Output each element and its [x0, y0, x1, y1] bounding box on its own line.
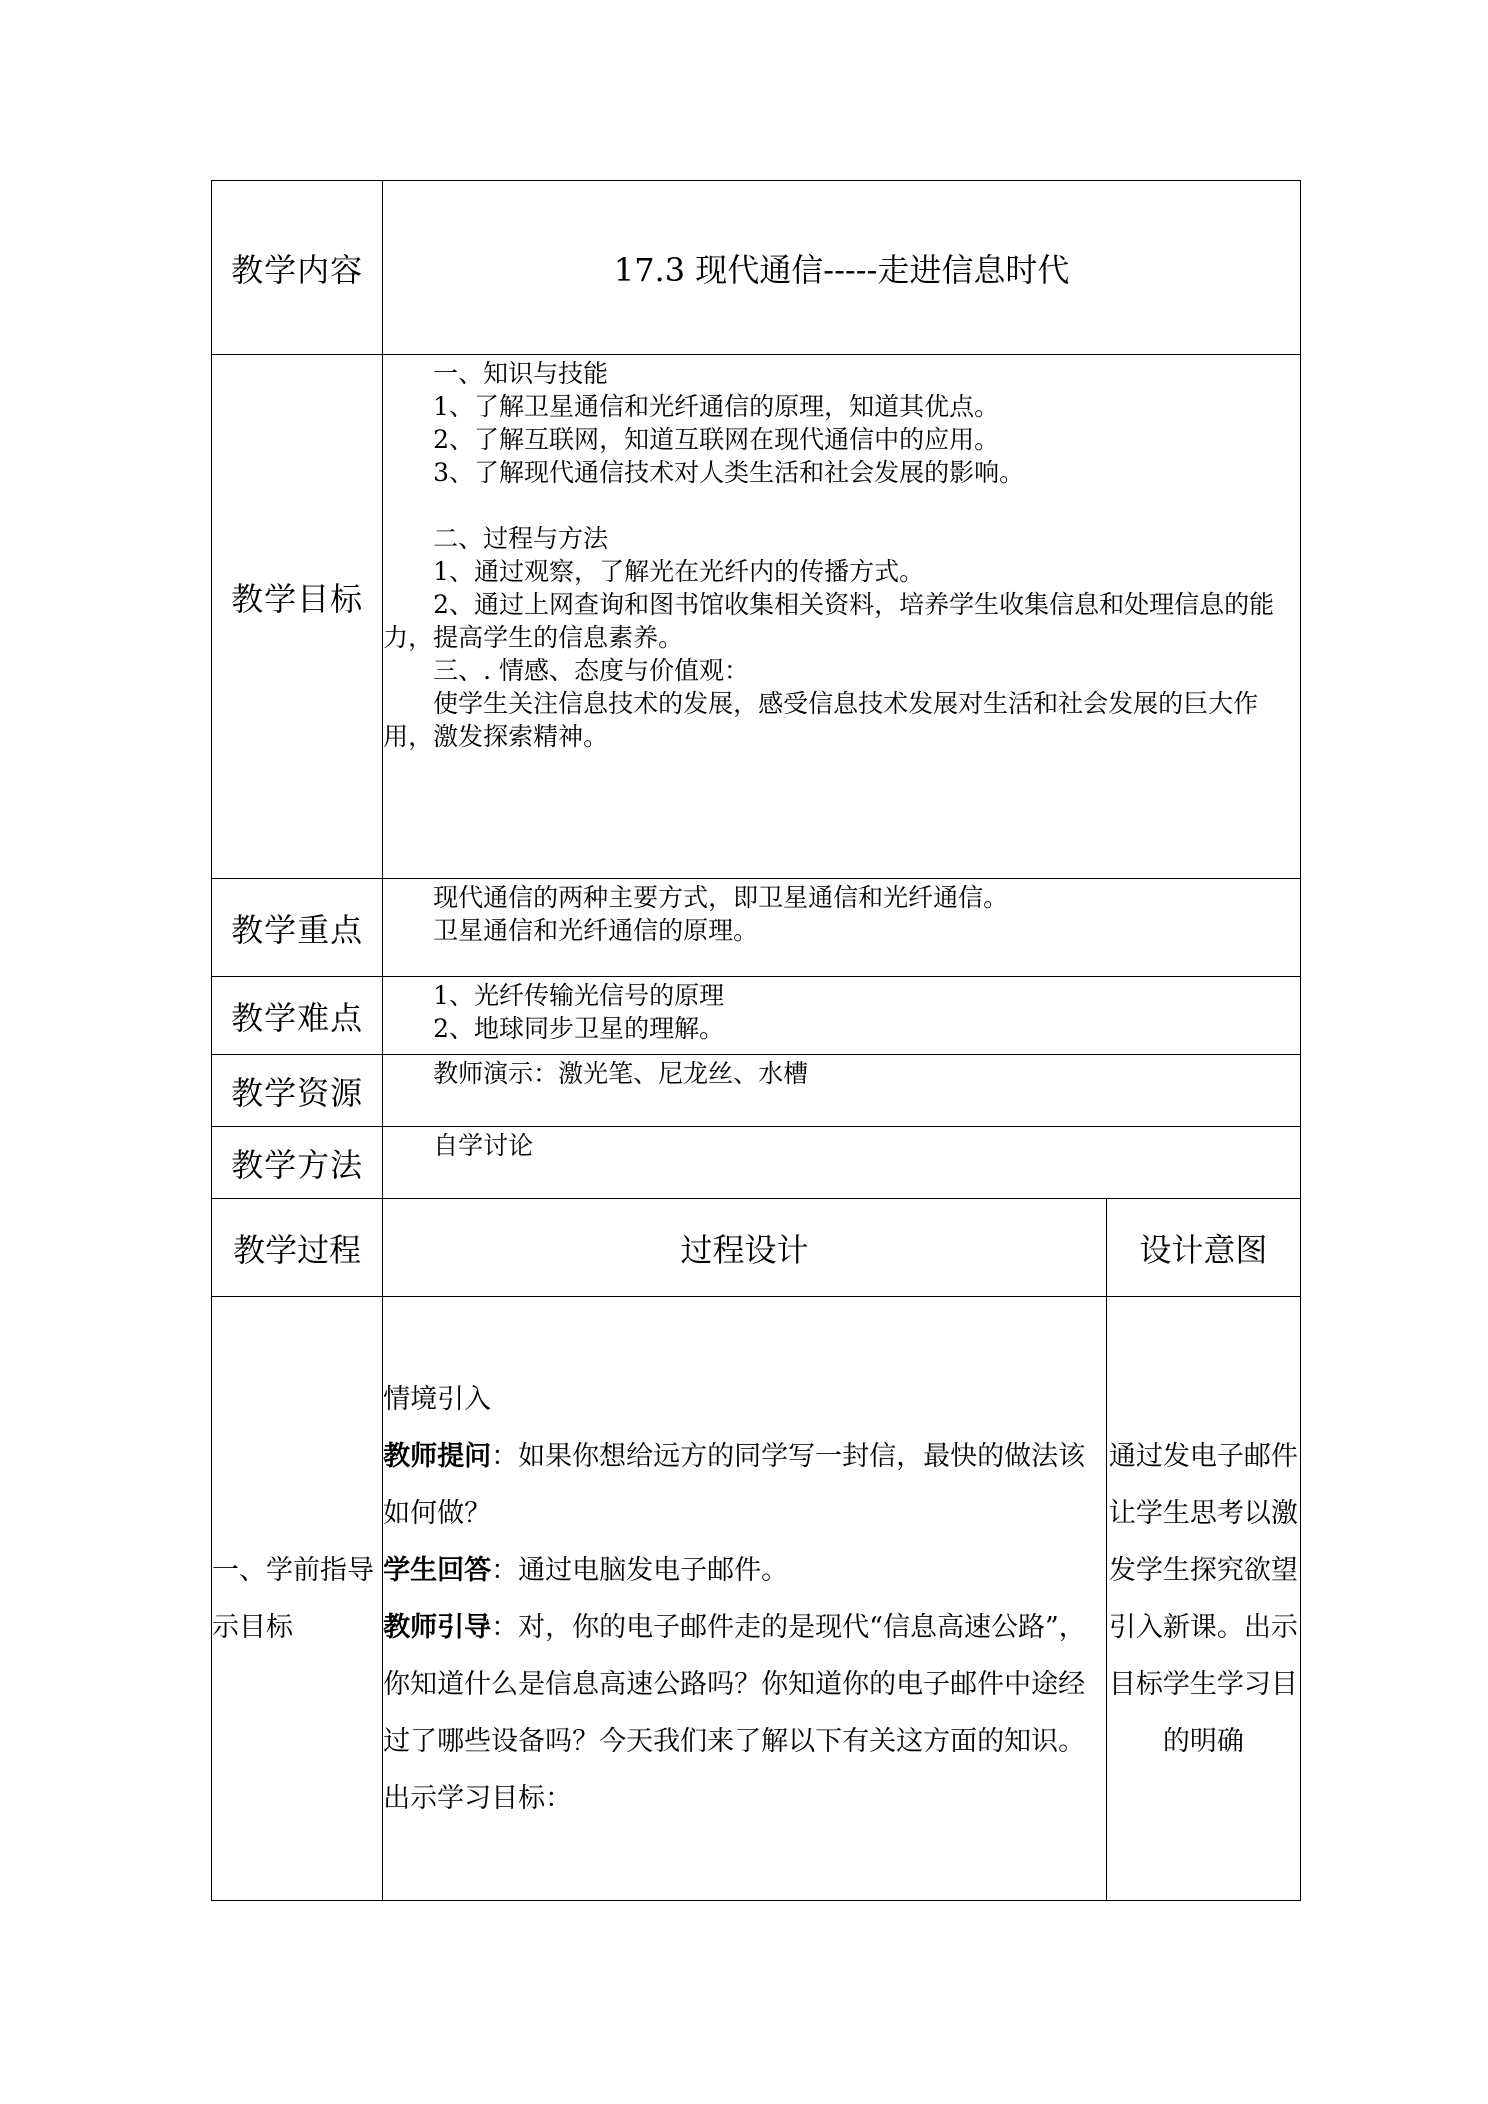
teacher-question-label: 教师提问 — [383, 1440, 492, 1472]
process-item: 1、通过观察，了解光在光纤内的传播方式。 — [433, 557, 925, 586]
emotion-heading: 三、. 情感、态度与价值观： — [433, 656, 750, 685]
knowledge-heading: 一、知识与技能 — [433, 359, 609, 388]
lesson-plan-table — [211, 180, 1301, 1901]
resources-value: 教师演示：激光笔、尼龙丝、水槽 — [433, 1059, 809, 1088]
content-label: 教学内容 — [212, 181, 383, 355]
difficulties-row — [212, 977, 1301, 1055]
process-item: 2、通过上网查询和图书馆收集相关资料，培养学生收集信息和处理信息的能力，提高学生的信息素养。 — [383, 590, 1275, 652]
content-row — [212, 181, 1301, 355]
methods-row — [212, 1127, 1301, 1199]
teacher-guide-label: 教师引导 — [383, 1611, 492, 1643]
methods-body — [383, 1127, 1301, 1199]
resources-row — [212, 1055, 1301, 1127]
key-points-label: 教学重点 — [212, 879, 383, 977]
process-header-row — [212, 1199, 1301, 1297]
process-label: 教学过程 — [212, 1199, 383, 1297]
teacher-guide — [383, 1599, 1106, 1770]
emotion-text: 使学生关注信息技术的发展，感受信息技术发展对生活和社会发展的巨大作用，激发探索精神。 — [383, 689, 1259, 751]
difficulty-line: 1、光纤传输光信号的原理 — [433, 981, 725, 1010]
process-heading: 二、过程与方法 — [433, 524, 609, 553]
student-answer — [383, 1542, 1106, 1599]
objectives-row — [212, 355, 1301, 879]
stage-line: 一、学前指导 — [212, 1554, 374, 1586]
student-answer-label: 学生回答 — [383, 1554, 492, 1586]
difficulty-line: 2、地球同步卫星的理解。 — [433, 1014, 725, 1043]
stage-cell — [212, 1297, 383, 1901]
resources-body — [383, 1055, 1301, 1127]
intent-cell — [1106, 1297, 1300, 1901]
key-points-body — [383, 879, 1301, 977]
design-cell — [383, 1297, 1107, 1901]
stage-line: 示目标 — [212, 1611, 293, 1643]
methods-label: 教学方法 — [212, 1127, 383, 1199]
key-point-line: 卫星通信和光纤通信的原理。 — [433, 916, 759, 945]
knowledge-item: 1、了解卫星通信和光纤通信的原理，知道其优点。 — [433, 392, 1000, 421]
key-point-line: 现代通信的两种主要方式，即卫星通信和光纤通信。 — [433, 883, 1009, 912]
knowledge-item: 3、了解现代通信技术对人类生活和社会发展的影响。 — [433, 458, 1025, 487]
teacher-question — [383, 1428, 1106, 1542]
intent-text: 通过发电子邮件让学生思考以激发学生探究欲望引入新课。出示目标学生学习目的明确 — [1108, 1440, 1298, 1757]
student-answer-text: ：通过电脑发电子邮件。 — [491, 1554, 789, 1586]
teacher-question-text: ：如果你想给远方的同学写一封信，最快的做法该如何做？ — [383, 1440, 1086, 1529]
resources-label: 教学资源 — [212, 1055, 383, 1127]
difficulties-label: 教学难点 — [212, 977, 383, 1055]
objectives-body — [383, 355, 1301, 879]
knowledge-item: 2、了解互联网，知道互联网在现代通信中的应用。 — [433, 425, 1000, 454]
objectives-label: 教学目标 — [212, 355, 383, 879]
show-goals-line: 出示学习目标： — [383, 1782, 573, 1814]
key-points-row — [212, 879, 1301, 977]
process-detail-row — [212, 1297, 1301, 1901]
content-title: 17.3 现代通信-----走进信息时代 — [383, 181, 1301, 355]
methods-value: 自学讨论 — [433, 1131, 534, 1160]
design-header: 过程设计 — [383, 1199, 1107, 1297]
teacher-guide-text: ：对，你的电子邮件走的是现代“信息高速公路”，你知道什么是信息高速公路吗？你知道你的电子邮件中途经过了哪些设备吗？今天我们来了解以下有关这方面的知识。 — [383, 1611, 1086, 1757]
intent-header: 设计意图 — [1106, 1199, 1300, 1297]
situation-line: 情境引入 — [383, 1383, 492, 1415]
difficulties-body — [383, 977, 1301, 1055]
